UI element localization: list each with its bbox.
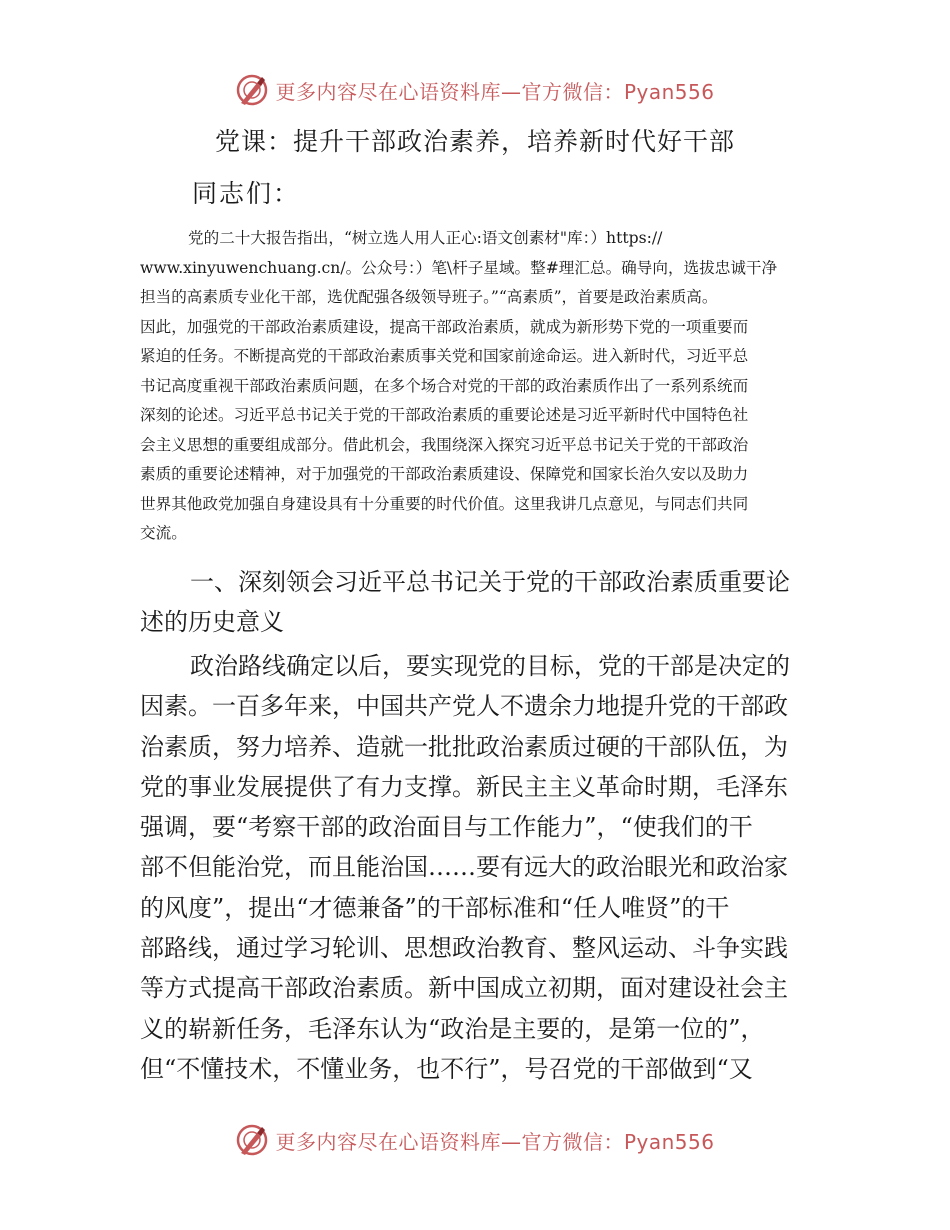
intro-line: 世界其他政党加强自身建设具有十分重要的时代价值。这里我讲几点意见，与同志们共同	[140, 494, 749, 513]
body-line: 党的事业发展提供了有力支撑。新民主主义革命时期，毛泽东	[140, 772, 788, 801]
watermark-banner-top	[0, 70, 950, 110]
document-title: 党课：提升干部政治素养，培养新时代好干部	[214, 127, 735, 156]
body-line: 部不但能治党，而且能治国……要有远大的政治眼光和政治家	[140, 853, 788, 882]
intro-line: 党的二十大报告指出，“树立选人用人正心:语文创素材"库：）https://	[188, 229, 663, 247]
body-line: 部路线，通过学习轮训、思想政治教育、整风运动、斗争实践	[140, 934, 788, 963]
intro-line: 素质的重要论述精神，对于加强党的干部政治素质建设、保障党和国家长治久安以及助力	[140, 465, 749, 483]
section-heading-line: 一、深刻领会习近平总书记关于党的干部政治素质重要论	[190, 568, 790, 596]
intro-line: www.xinyuwenchuang.cn/。公众号：）笔\杆子星域。整#理汇总。确导向，选拔忠诚干净	[140, 258, 778, 277]
body-line: 的风度”，提出“才德兼备”的干部标准和“任人唯贤”的干	[140, 893, 730, 922]
section-heading	[140, 562, 820, 642]
section-heading-line: 述的历史意义	[140, 608, 284, 636]
greeting: 同志们：	[192, 179, 301, 208]
intro-line: 会主义思想的重要组成部分。借此机会，我围绕深入探究习近平总书记关于党的干部政治	[140, 435, 749, 454]
body-line: 义的崭新任务，毛泽东认为“政治是主要的，是第一位的”，	[140, 1014, 765, 1043]
body-line: 强调，要“考察干部的政治面目与工作能力”，“使我们的干	[140, 813, 753, 842]
body-line: 政治路线确定以后，要实现党的目标，党的干部是决定的	[190, 652, 790, 680]
intro-line: 深刻的论述。习近平总书记关于党的干部政治素质的重要论述是习近平新时代中国特色社	[140, 406, 749, 424]
body-line: 但“不懂技术，不懂业务，也不行”，号召党的干部做到“又	[140, 1054, 753, 1083]
intro-line: 担当的高素质专业化干部，选优配强各级领导班子。”“高素质”，首要是政治素质高。	[140, 288, 718, 306]
intro-line: 书记高度重视干部政治素质问题，在多个场合对党的干部的政治素质作出了一系列系统而	[140, 376, 749, 395]
intro-line: 因此，加强党的干部政治素质建设，提高干部政治素质，就成为新形势下党的一项重要而	[140, 317, 749, 336]
intro-paragraph	[140, 224, 812, 549]
pen-logo-icon	[235, 1123, 269, 1157]
watermark-text: 更多内容尽在心语资料库—官方微信：Pyan556	[275, 1129, 715, 1154]
body-line: 等方式提高干部政治素质。新中国成立初期，面对建设社会主	[140, 974, 788, 1003]
pen-logo-icon	[235, 73, 269, 107]
body-line: 治素质，努力培养、造就一批批政治素质过硬的干部队伍，为	[140, 732, 788, 761]
watermark-text: 更多内容尽在心语资料库—官方微信：Pyan556	[275, 79, 715, 104]
intro-line: 交流。	[140, 524, 187, 542]
section-body-paragraph	[140, 646, 820, 1089]
intro-line: 紧迫的任务。不断提高党的干部政治素质事关党和国家前途命运。进入新时代，习近平总	[140, 347, 749, 365]
body-line: 因素。一百多年来，中国共产党人不遗余力地提升党的干部政	[140, 692, 788, 721]
watermark-banner-bottom	[0, 1120, 950, 1160]
